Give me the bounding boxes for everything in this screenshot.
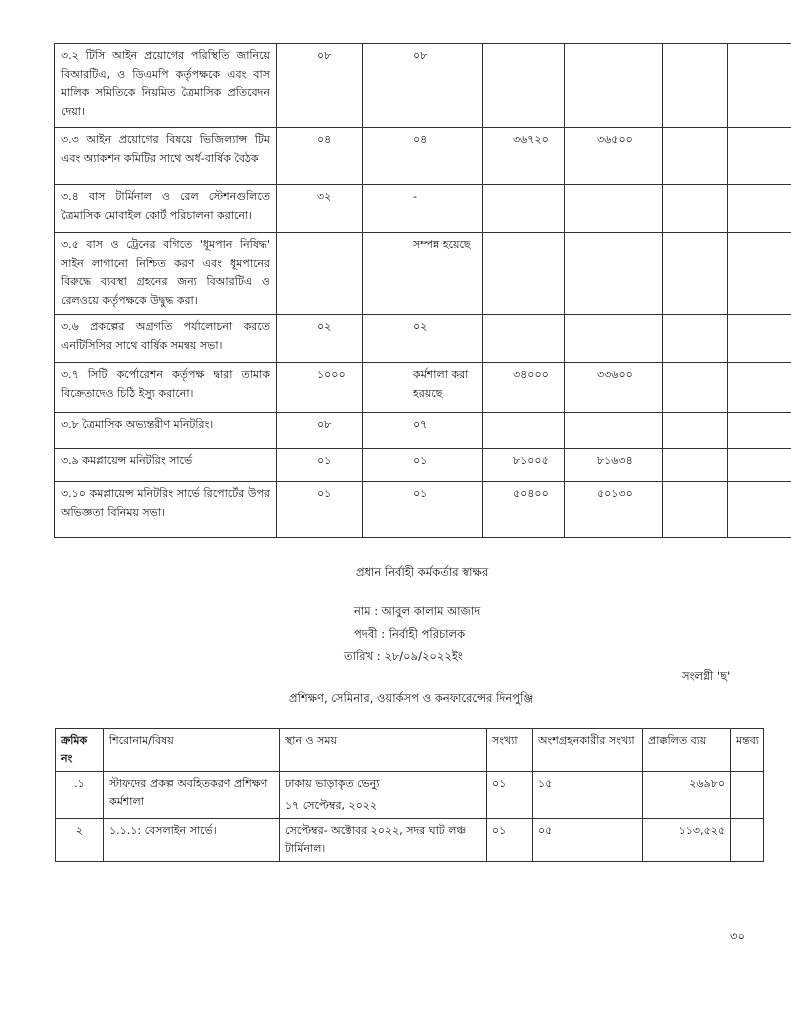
- cell-count: ০১: [487, 772, 533, 819]
- cell-participants: ০৫: [533, 819, 643, 862]
- header-title: শিরোনাম/বিষয়: [104, 729, 280, 772]
- cell-serial: .১: [56, 772, 104, 819]
- table-row: [55, 363, 791, 413]
- cell-budget: [483, 185, 565, 233]
- cell-expense: ৮১৬৩৪: [565, 449, 663, 482]
- cell-expense: ৩৩৬০০: [565, 363, 663, 413]
- cell-empty: [728, 185, 791, 233]
- cell-empty: [663, 128, 728, 185]
- cell-target: ০৮: [277, 44, 363, 128]
- cell-expense: [565, 233, 663, 315]
- cell-empty: [663, 482, 728, 538]
- cell-achievement: ০৪: [363, 128, 483, 185]
- cell-expense: ৫০১৩০: [565, 482, 663, 538]
- cell-serial: ২: [56, 819, 104, 862]
- cell-achievement: ০৭: [363, 413, 483, 449]
- cell-empty: [663, 44, 728, 128]
- cell-expense: ৩৬৫০০: [565, 128, 663, 185]
- cell-empty: [663, 413, 728, 449]
- cell-empty: [728, 128, 791, 185]
- cell-cost: ২৬৯৮০: [643, 772, 731, 819]
- cell-achievement: কর্মশালা করা হরয়ছে: [363, 363, 483, 413]
- cell-budget: [483, 315, 565, 363]
- section-title: প্রশিক্ষণ, সেমিনার, ওয়ার্কসপ ও কনফারেন্সের দিনপুঞ্জি: [289, 691, 534, 705]
- cell-remarks: [731, 772, 764, 819]
- cell-achievement: ০১: [363, 482, 483, 538]
- cell-achievement: ০১: [363, 449, 483, 482]
- table-row: [55, 413, 791, 449]
- table-row: [55, 449, 791, 482]
- cell-target: ০৪: [277, 128, 363, 185]
- activity-table: [54, 43, 791, 538]
- cell-title: ১.১.১: বেসলাইন সার্ভে।: [104, 819, 280, 862]
- cell-empty: [728, 449, 791, 482]
- cell-activity: ৩.৫ বাস ও ট্রেনের বগিতে 'ধূমপান নিষিদ্ধ' সাইন লাগানো নিশ্চিত করণ এবং ধূমপানের বিরুদ্ধে ব্যবস্থা গ্রহনের জন্য বিআরটিএ ও রেলওয়ে কর্তৃপক্ষকে উদ্বুদ্ধ করা।: [55, 233, 277, 315]
- cell-cost: ১১৩,৫২৫: [643, 819, 731, 862]
- cell-achievement: সম্পন্ন হয়েছে: [363, 233, 483, 315]
- header-remarks: মন্তব্য: [731, 729, 764, 772]
- cell-expense: [565, 413, 663, 449]
- cell-budget: ৫০৪০০: [483, 482, 565, 538]
- cell-empty: [728, 363, 791, 413]
- cell-expense: [565, 44, 663, 128]
- signatory-name: নাম : আবুল কালাম আজাদ: [354, 604, 481, 618]
- cell-expense: [565, 185, 663, 233]
- cell-remarks: [731, 819, 764, 862]
- signatory-designation: পদবী : নির্বাহী পরিচালক: [354, 627, 466, 641]
- cell-budget: ৮১০০৫: [483, 449, 565, 482]
- cell-empty: [728, 413, 791, 449]
- cell-activity: ৩.৪ বাস টার্মিনাল ও রেল স্টেশনগুলিতে ত্রৈমাসিক মোবাইল কোর্ট পরিচালনা করানো।: [55, 185, 277, 233]
- cell-empty: [663, 233, 728, 315]
- cell-activity: ৩.৮ ত্রৈমাসিক অভ্যন্তরীণ মনিটরিং।: [55, 413, 277, 449]
- table-row: [55, 185, 791, 233]
- table-row: [55, 482, 791, 538]
- header-place-time: স্থান ও সময়: [280, 729, 487, 772]
- cell-participants: ১৫: [533, 772, 643, 819]
- cell-achievement: ০৮: [363, 44, 483, 128]
- cell-empty: [728, 44, 791, 128]
- cell-empty: [728, 233, 791, 315]
- table-header-row: [56, 729, 764, 772]
- header-estimated-cost: প্রাক্কলিত ব্যয়: [643, 729, 731, 772]
- page-number: ৩০: [730, 929, 745, 943]
- table-row: [55, 44, 791, 128]
- cell-activity: ৩.৬ প্রকল্পের অগ্রগতি পর্যালোচনা করতে এনটিসিসির সাথে বার্ষিক সমন্বয় সভা।: [55, 315, 277, 363]
- header-count: সংখ্যা: [487, 729, 533, 772]
- cell-budget: ৩৪০০০: [483, 363, 565, 413]
- cell-empty: [663, 363, 728, 413]
- cell-target: ১০০০: [277, 363, 363, 413]
- cell-empty: [728, 315, 791, 363]
- cell-place-time: [280, 772, 487, 819]
- cell-target: ০১: [277, 449, 363, 482]
- table-row: [55, 233, 791, 315]
- cell-empty: [663, 449, 728, 482]
- signature-date: তারিখ : ২৮/০৯/২০২২ইং: [344, 649, 463, 663]
- cell-time: ১৭ সেপ্টেম্বর, ২০২২: [285, 799, 378, 812]
- cell-budget: ৩৬৭২০: [483, 128, 565, 185]
- table-row: [55, 315, 791, 363]
- cell-empty: [663, 315, 728, 363]
- cell-target: ০১: [277, 482, 363, 538]
- cell-activity: ৩.৭ সিটি কর্পোরেশন কর্তৃপক্ষ দ্বারা তামাক বিক্রেতাদেও চিঠি ইস্যু করানো।: [55, 363, 277, 413]
- table-row: [55, 128, 791, 185]
- table-row: [56, 772, 764, 819]
- cell-achievement: -: [363, 185, 483, 233]
- cell-achievement: ০২: [363, 315, 483, 363]
- cell-activity: ৩.৩ আইন প্রয়োগের বিষয়ে ভিজিল্যান্স টিম এবং অ্যাকশন কমিটির সাথে অর্ধ-বার্ষিক বৈঠক: [55, 128, 277, 185]
- cell-budget: [483, 413, 565, 449]
- cell-place: ঢাকায় ভাড়াকৃত ভেন্যু: [285, 777, 380, 790]
- cell-place-time: সেপ্টেম্বর- অক্টোবর ২০২২, সদর ঘাট লঞ্চ টার্মিনাল।: [280, 819, 487, 862]
- header-participants: অংশগ্রহনকারীর সংখ্যা: [533, 729, 643, 772]
- cell-budget: [483, 233, 565, 315]
- table-row: [56, 819, 764, 862]
- cell-target: ০৮: [277, 413, 363, 449]
- cell-activity: ৩.৯ কমপ্লায়েন্স মনিটরিং সার্ভে: [55, 449, 277, 482]
- header-serial: ক্রমিক নং: [56, 729, 104, 772]
- cell-count: ০১: [487, 819, 533, 862]
- cell-expense: [565, 315, 663, 363]
- cell-activity: ৩.১০ কমপ্লায়েন্স মনিটরিং সার্ভে রিপোর্টের উপর অভিজ্ঞতা বিনিময় সভা।: [55, 482, 277, 538]
- cell-title: স্টাফদের প্রকল্প অবহিতকরণ প্রশিক্ষণ কর্মশালা: [104, 772, 280, 819]
- cell-target: [277, 233, 363, 315]
- cell-activity: ৩.২ টিসি আইন প্রয়োগের পরিস্থিতি জানিয়ে বিআরটিএ, ও ডিএমপি কর্তৃপক্ষকে এবং বাস মালিক সমিতিকে নিয়মিত ত্রৈমাসিক প্রতিবেদন দেয়া।: [55, 44, 277, 128]
- activity-table-body: [55, 44, 791, 538]
- cell-budget: [483, 44, 565, 128]
- cell-empty: [663, 185, 728, 233]
- cell-target: ৩২: [277, 185, 363, 233]
- annex-label: সংলগ্নী 'ছ': [682, 669, 731, 683]
- signature-heading: প্রধান নির্বাহী কর্মকর্তার স্বাক্ষর: [356, 565, 489, 579]
- training-calendar-table: [55, 728, 764, 862]
- cell-target: ০২: [277, 315, 363, 363]
- cell-empty: [728, 482, 791, 538]
